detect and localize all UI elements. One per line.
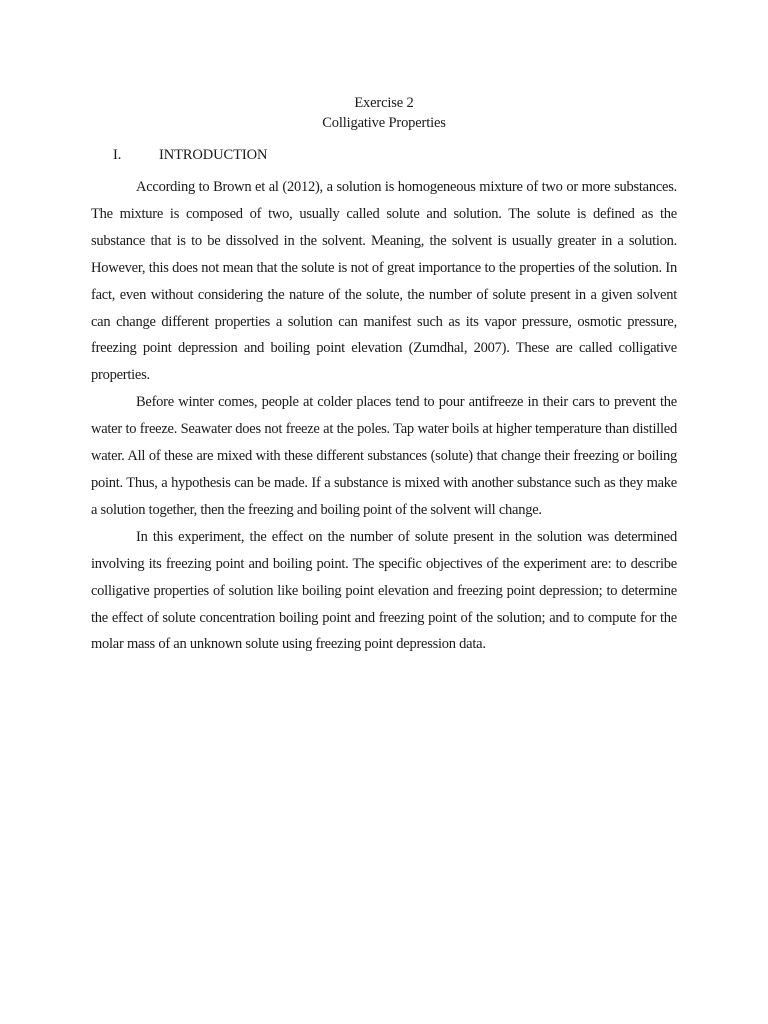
body-text [91,174,677,658]
exercise-title: Exercise 2 [354,95,414,111]
paragraph-2: Before winter comes, people at colder places tend to pour antifreeze in their cars to prevent the water to freeze. Seawater does not freeze at the poles. Tap water boils at higher temperature than distilled water. All of these are mixed with these different substances (solute) that change their freezing or boiling point. Thus, a hypothesis can be made. If a substance is mixed with another substance such as they make a solution together, then the freezing and boiling point of the solvent will change. [91,394,677,518]
exercise-subtitle: Colligative Properties [322,115,446,131]
section-heading [113,146,267,164]
paragraph-3: In this experiment, the effect on the number of solute present in the solution was determined involving its freezing point and boiling point. The specific objectives of the experiment are: to describe colligative properties of solution like boiling point elevation and freezing point depression; to determine the effect of solute concentration boiling point and freezing point of the solution; and to compute for the molar mass of an unknown solute using freezing point depression data. [91,528,677,653]
paragraph-1: According to Brown et al (2012), a solution is homogeneous mixture of two or more substances. The mixture is composed of two, usually called solute and solution. The solute is defined as the substance that is to be dissolved in the solvent. Meaning, the solvent is usually greater in a solution. However, this does not mean that the solute is not of great importance to the properties of the solution. In fact, even without considering the nature of the solute, the number of solute present in a given solvent can change different properties a solution can manifest such as its vapor pressure, osmotic pressure, freezing point depression and boiling point elevation (Zumdhal, 2007). These are called colligative properties. [91,179,677,384]
title-block [0,93,768,133]
section-title: INTRODUCTION [159,147,268,163]
section-number: I. [113,147,122,163]
